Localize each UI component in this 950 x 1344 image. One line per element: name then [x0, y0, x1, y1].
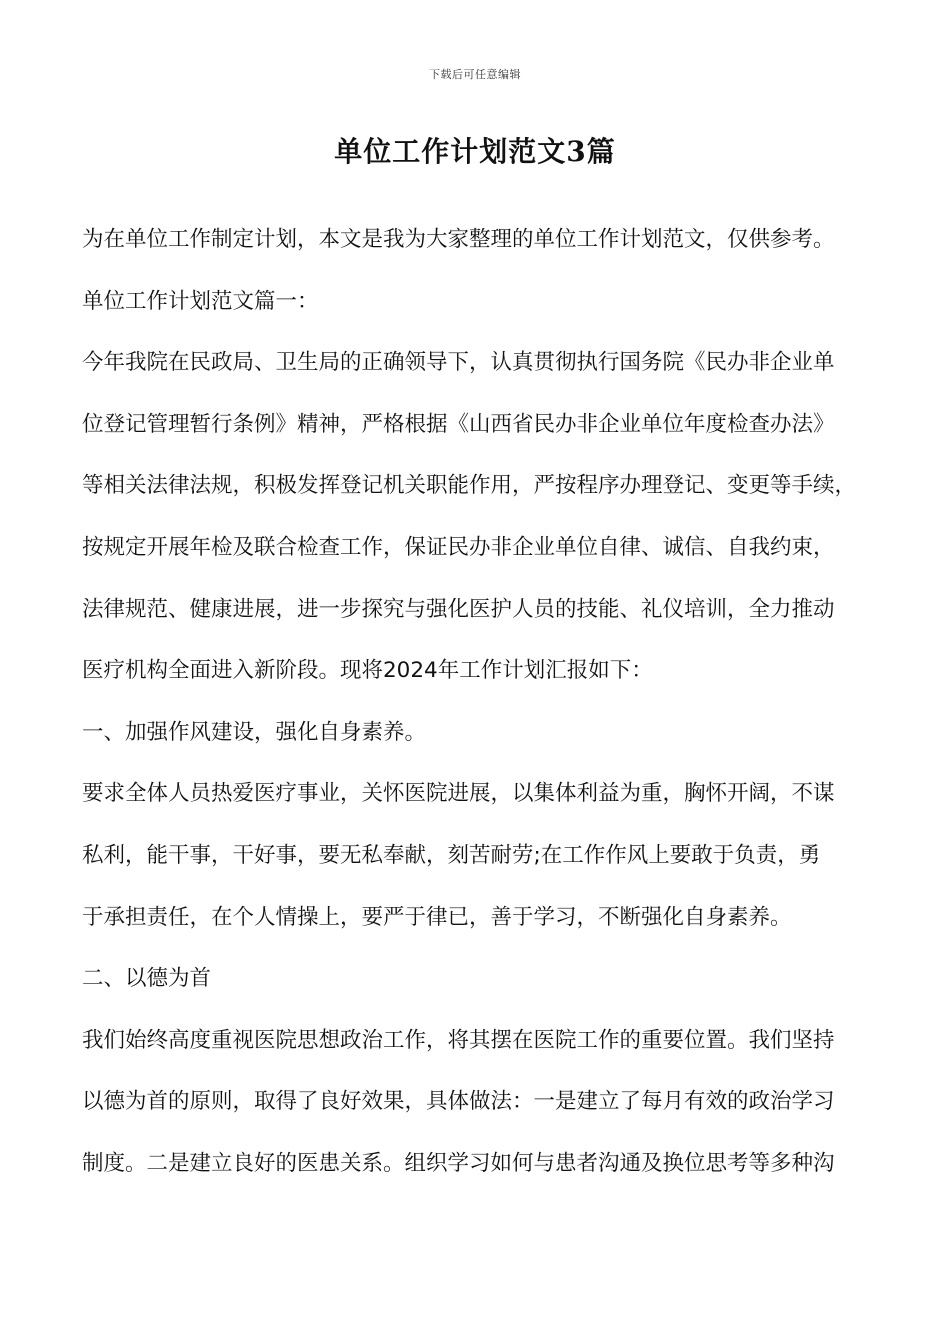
- paragraph-line: 法律规范、健康进展，进一步探究与强化医护人员的技能、礼仪培训，全力推动: [82, 596, 835, 622]
- intro-line: 为在单位工作制定计划，本文是我为大家整理的单位工作计划范文，仅供参考。: [82, 227, 835, 252]
- header-note: 下载后可任意编辑: [429, 68, 521, 81]
- paragraph-line: 等相关法律法规，积极发挥登记机关职能作用，严按程序办理登记、变更等手续，: [82, 473, 857, 499]
- paragraph-line: 要求全体人员热爱医疗事业，关怀医院进展，以集体利益为重，胸怀开阔，不谋: [82, 781, 835, 807]
- paragraph-line: 位登记管理暂行条例》精神，严格根据《山西省民办非企业单位年度检查办法》: [82, 411, 835, 437]
- paragraph-line: 以德为首的原则，取得了良好效果，具体做法：一是建立了每月有效的政治学习: [82, 1089, 835, 1115]
- subheading-one: 一、加强作风建设，强化自身素养。: [82, 719, 427, 745]
- section-heading-part-one: 单位工作计划范文篇一：: [82, 288, 319, 314]
- document-body: [82, 216, 882, 1202]
- paragraph-line: 私利，能干事，干好事，要无私奉献，刻苦耐劳;在工作作风上要敢于负责，勇: [82, 842, 821, 868]
- paragraph-line: 今年我院在民政局、卫生局的正确领导下，认真贯彻执行国务院《民办非企业单: [82, 350, 835, 376]
- paragraph-line: 医疗机构全面进入新阶段。现将2024年工作计划汇报如下：: [82, 658, 653, 684]
- document-title: 单位工作计划范文3篇: [334, 135, 616, 168]
- paragraph-line: 于承担责任，在个人情操上，要严于律已，善于学习，不断强化自身素养。: [82, 904, 792, 930]
- paragraph-line: 我们始终高度重视医院思想政治工作，将其摆在医院工作的重要位置。我们坚持: [82, 1027, 835, 1053]
- subheading-two: 二、以德为首: [82, 966, 212, 992]
- paragraph-line: 制度。二是建立良好的医患关系。组织学习如何与患者沟通及换位思考等多种沟: [82, 1150, 835, 1176]
- paragraph-line: 按规定开展年检及联合检查工作，保证民办非企业单位自律、诚信、自我约束，: [82, 534, 835, 560]
